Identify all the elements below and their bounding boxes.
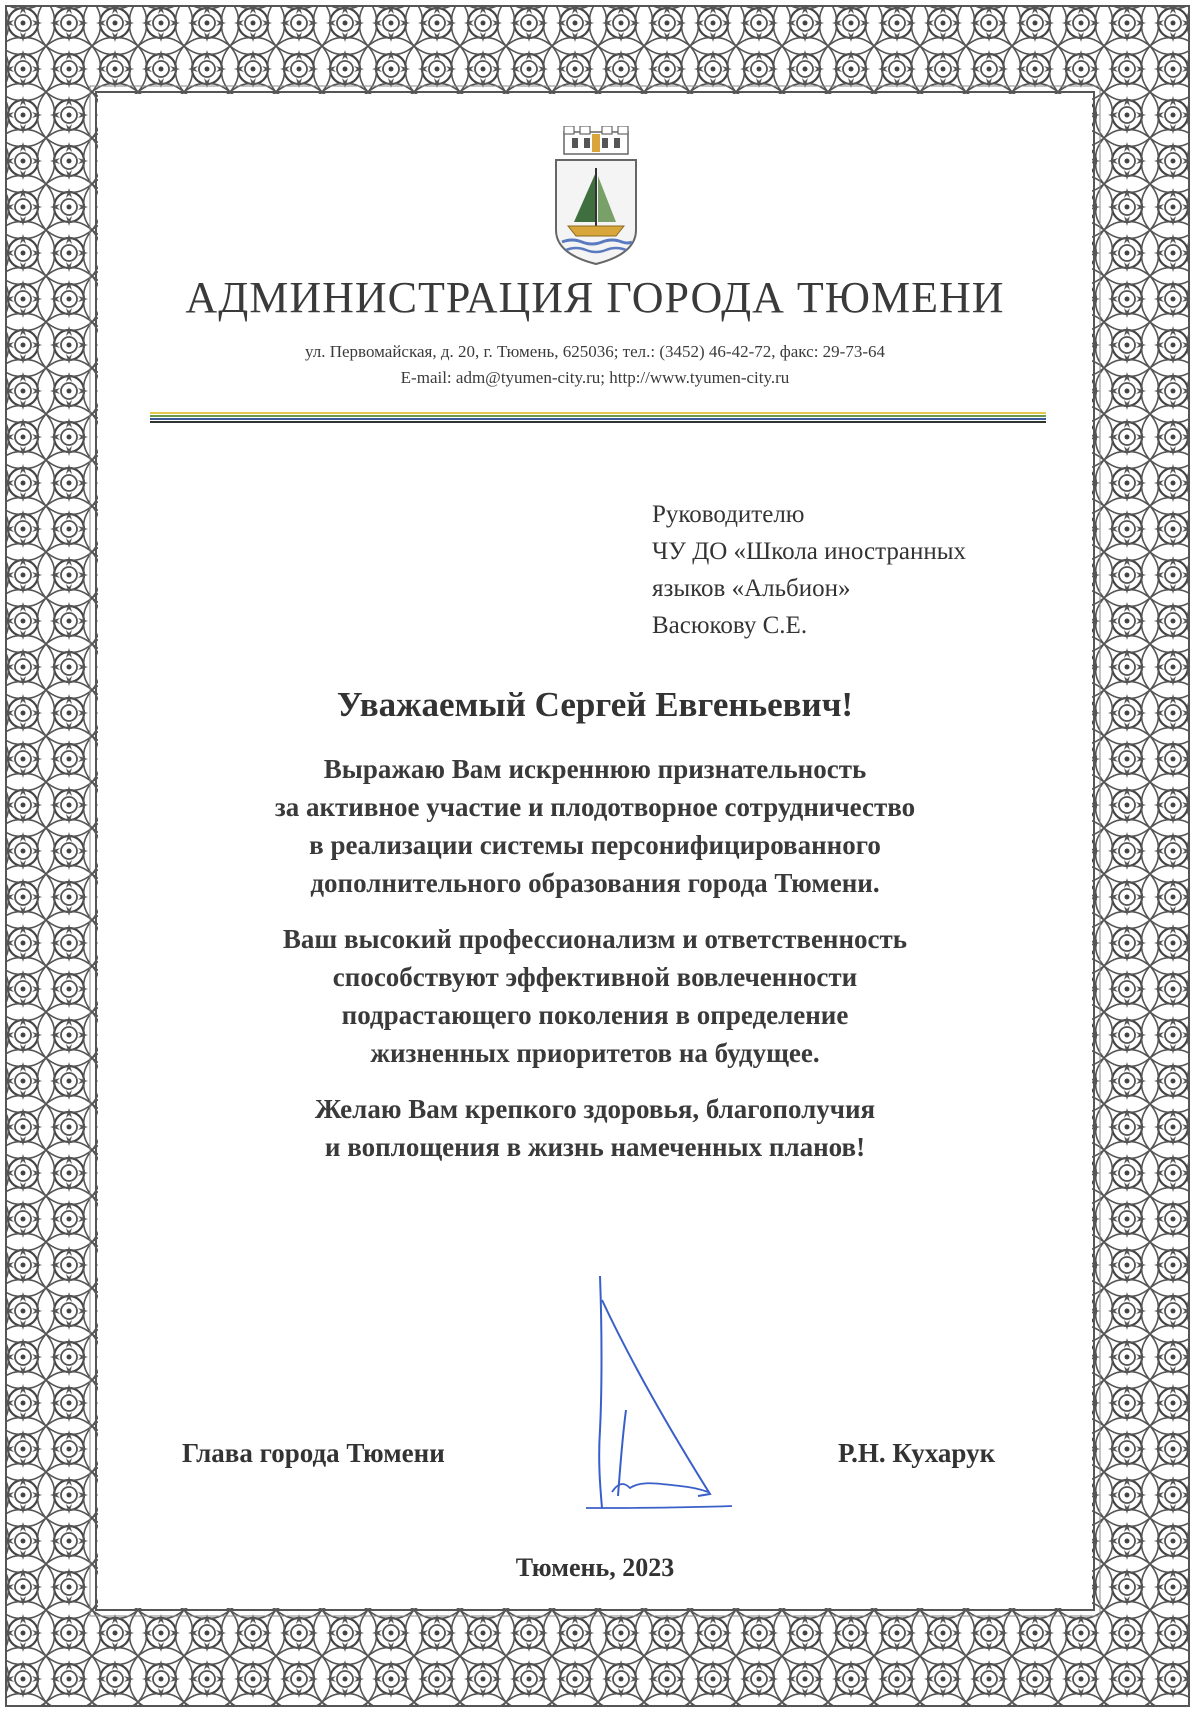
paragraph-line: Желаю Вам крепкого здоровья, благополучия: [314, 1094, 876, 1124]
recipient-line: ЧУ ДО «Школа иностранных: [652, 538, 967, 565]
paragraph-line: за активное участие и плодотворное сотрудничество: [274, 792, 916, 822]
paragraph-line: жизненных приоритетов на будущее.: [370, 1038, 820, 1068]
signatory-name: Р.Н. Кухарук: [838, 1438, 996, 1468]
address-line: ул. Первомайская, д. 20, г. Тюмень, 625036; тел.: (3452) 46-42-72, факс: 29-73-64: [304, 342, 885, 361]
tyumen-coat-of-arms-icon: [552, 126, 640, 266]
recipient-line: языков «Альбион»: [652, 575, 851, 602]
rule-line-dark: [150, 421, 1046, 423]
paragraph-line: в реализации системы персонифицированного: [309, 830, 881, 860]
header-divider: [150, 412, 1046, 426]
rule-line-blue: [150, 418, 1046, 420]
paragraph-line: подрастающего поколения в определение: [341, 1000, 849, 1030]
paragraph-wishes: [100, 1090, 1090, 1166]
handwritten-signature: [560, 1270, 750, 1530]
paragraph-line: способствуют эффективной вовлеченности: [332, 962, 858, 992]
place-and-date: Тюмень, 2023: [515, 1553, 675, 1582]
recipient-line: Васюкову С.Е.: [652, 612, 808, 639]
rule-line-yellow: [150, 412, 1046, 414]
signatory-position: Глава города Тюмени: [182, 1438, 445, 1468]
recipient-block: [652, 496, 966, 644]
salutation: Уважаемый Сергей Евгеньевич!: [336, 685, 854, 724]
paragraph-gratitude: [100, 750, 1090, 902]
organization-title: АДМИНИСТРАЦИЯ ГОРОДА ТЮМЕНИ: [185, 273, 1005, 322]
paragraph-line: Ваш высокий профессионализм и ответственность: [282, 924, 908, 954]
contacts-line: E-mail: adm@tyumen-city.ru; http://www.tyumen-city.ru: [400, 368, 790, 387]
paragraph-line: дополнительного образования города Тюмени.: [310, 868, 880, 898]
rule-line-green: [150, 415, 1046, 417]
recipient-line: Руководителю: [652, 501, 805, 528]
paragraph-line: Выражаю Вам искреннюю признательность: [323, 754, 867, 784]
paragraph-line: и воплощения в жизнь намеченных планов!: [324, 1132, 866, 1162]
paragraph-professionalism: [100, 920, 1090, 1072]
